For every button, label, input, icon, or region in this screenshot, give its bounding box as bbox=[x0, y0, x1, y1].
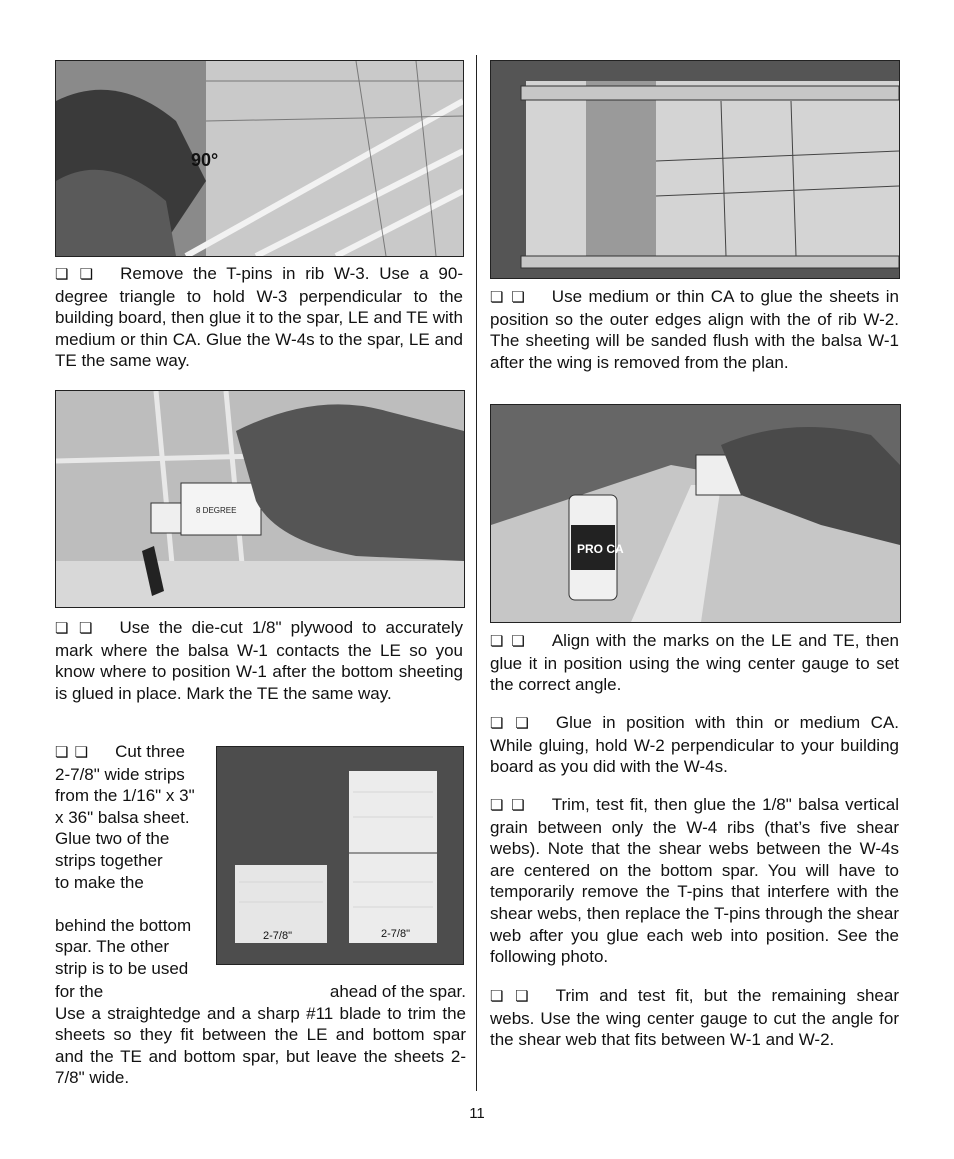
checkbox-icon[interactable]: ❏ ❏ bbox=[55, 620, 94, 637]
step-text: from the 1/16" x 3" bbox=[55, 786, 195, 806]
photo-rib-w3-triangle bbox=[55, 60, 464, 257]
photo-label-2-7-8-left: 2-7/8" bbox=[263, 930, 292, 942]
right-step-2 bbox=[490, 630, 899, 696]
left-step-1 bbox=[55, 263, 463, 372]
right-step-1 bbox=[490, 286, 899, 373]
step-text: x 36" balsa sheet. bbox=[55, 807, 190, 827]
step-text: ahead of the spar. bbox=[329, 982, 466, 1001]
checkbox-icon[interactable]: ❏ ❏ bbox=[490, 797, 526, 814]
step-text: to make the bbox=[55, 872, 144, 892]
photo-sheeting-plan bbox=[490, 60, 900, 279]
page-number: 11 bbox=[469, 1105, 485, 1122]
step-text: strips together bbox=[55, 850, 163, 870]
checkbox-icon[interactable]: ❏ ❏ bbox=[490, 633, 526, 650]
step-text: Cut three bbox=[115, 742, 185, 761]
step-text: behind the bottom bbox=[55, 915, 192, 935]
step-text: strip is to be used bbox=[55, 958, 189, 978]
right-step-4 bbox=[490, 794, 899, 968]
step-text: Align with the marks on the LE and TE, then glue it in position using the wing center gauge to set the correct angle. bbox=[490, 631, 899, 695]
column-divider bbox=[476, 55, 477, 1091]
photo-label-pro-ca: PRO CA bbox=[577, 542, 624, 556]
right-step-5 bbox=[490, 985, 899, 1051]
step-text: Trim, test fit, then glue the 1/8" balsa vertical grain between only the W-4 ribs (that’s five shear webs). Note that the shear webs between the W-4s are centered on the bottom spar. You will have to temporarily remove the T-pins that interfere with the shear webs, then replace the T-pins through the shear web after you glue each web into position. See the following photo. bbox=[490, 795, 899, 967]
photo-label-8-degree: 8 DEGREE bbox=[196, 506, 237, 515]
step-text: for the bbox=[55, 982, 104, 1001]
checkbox-icon[interactable]: ❏ ❏ bbox=[55, 744, 90, 761]
left-step-2 bbox=[55, 617, 463, 704]
step-text: spar. The other bbox=[55, 937, 170, 957]
step-text: Remove the T-pins in rib W-3. Use a 90-degree triangle to hold W-3 perpendicular to the building board, then glue it to the spar, LE and TE with medium or thin CA. Glue the W-4s to the spar, LE and TE the same way. bbox=[55, 264, 463, 371]
photo-label-90: 90° bbox=[191, 150, 219, 170]
step-text: Glue in position with thin or medium CA. While gluing, hold W-2 perpendicular to your building board as you did with the W-4s. bbox=[490, 713, 900, 777]
left-step-3-column bbox=[55, 741, 200, 980]
step-text: 2-7/8" wide strips bbox=[55, 764, 185, 784]
photo-label-2-7-8-right: 2-7/8" bbox=[381, 928, 410, 940]
right-step-3 bbox=[490, 712, 899, 778]
checkbox-icon[interactable]: ❏ ❏ bbox=[55, 266, 95, 283]
step-text: Use a straightedge and a sharp #11 blade to trim the sheets so they fit between the LE and bottom spar and the TE and bottom spar, but leave the sheets 2-7/8" wide. bbox=[55, 1003, 466, 1088]
photo-ca-gauge bbox=[490, 404, 901, 623]
step-text: Use the die-cut 1/8" plywood to accurately mark where the balsa W-1 contacts the LE so you know where to position W-1 after the bottom sheeting is glued in place. Mark the TE the same way. bbox=[55, 618, 463, 703]
checkbox-icon[interactable]: ❏ ❏ bbox=[490, 289, 526, 306]
photo-die-cut-plywood bbox=[55, 390, 465, 608]
checkbox-icon[interactable]: ❏ ❏ bbox=[490, 715, 530, 732]
step-text: Use medium or thin CA to glue the sheets in position so the outer edges align with the of rib W-2. The sheeting will be sanded flush with the balsa W-1 after the wing is removed from the plan. bbox=[490, 287, 899, 372]
left-step-3-wide bbox=[55, 981, 466, 1089]
step-text: Glue two of the bbox=[55, 829, 170, 849]
photo-balsa-strips bbox=[216, 746, 464, 965]
step-text: Trim and test fit, but the remaining shear webs. Use the wing center gauge to cut the angle for the shear web that fits between W-1 and W-2. bbox=[490, 986, 899, 1050]
checkbox-icon[interactable]: ❏ ❏ bbox=[490, 988, 530, 1005]
